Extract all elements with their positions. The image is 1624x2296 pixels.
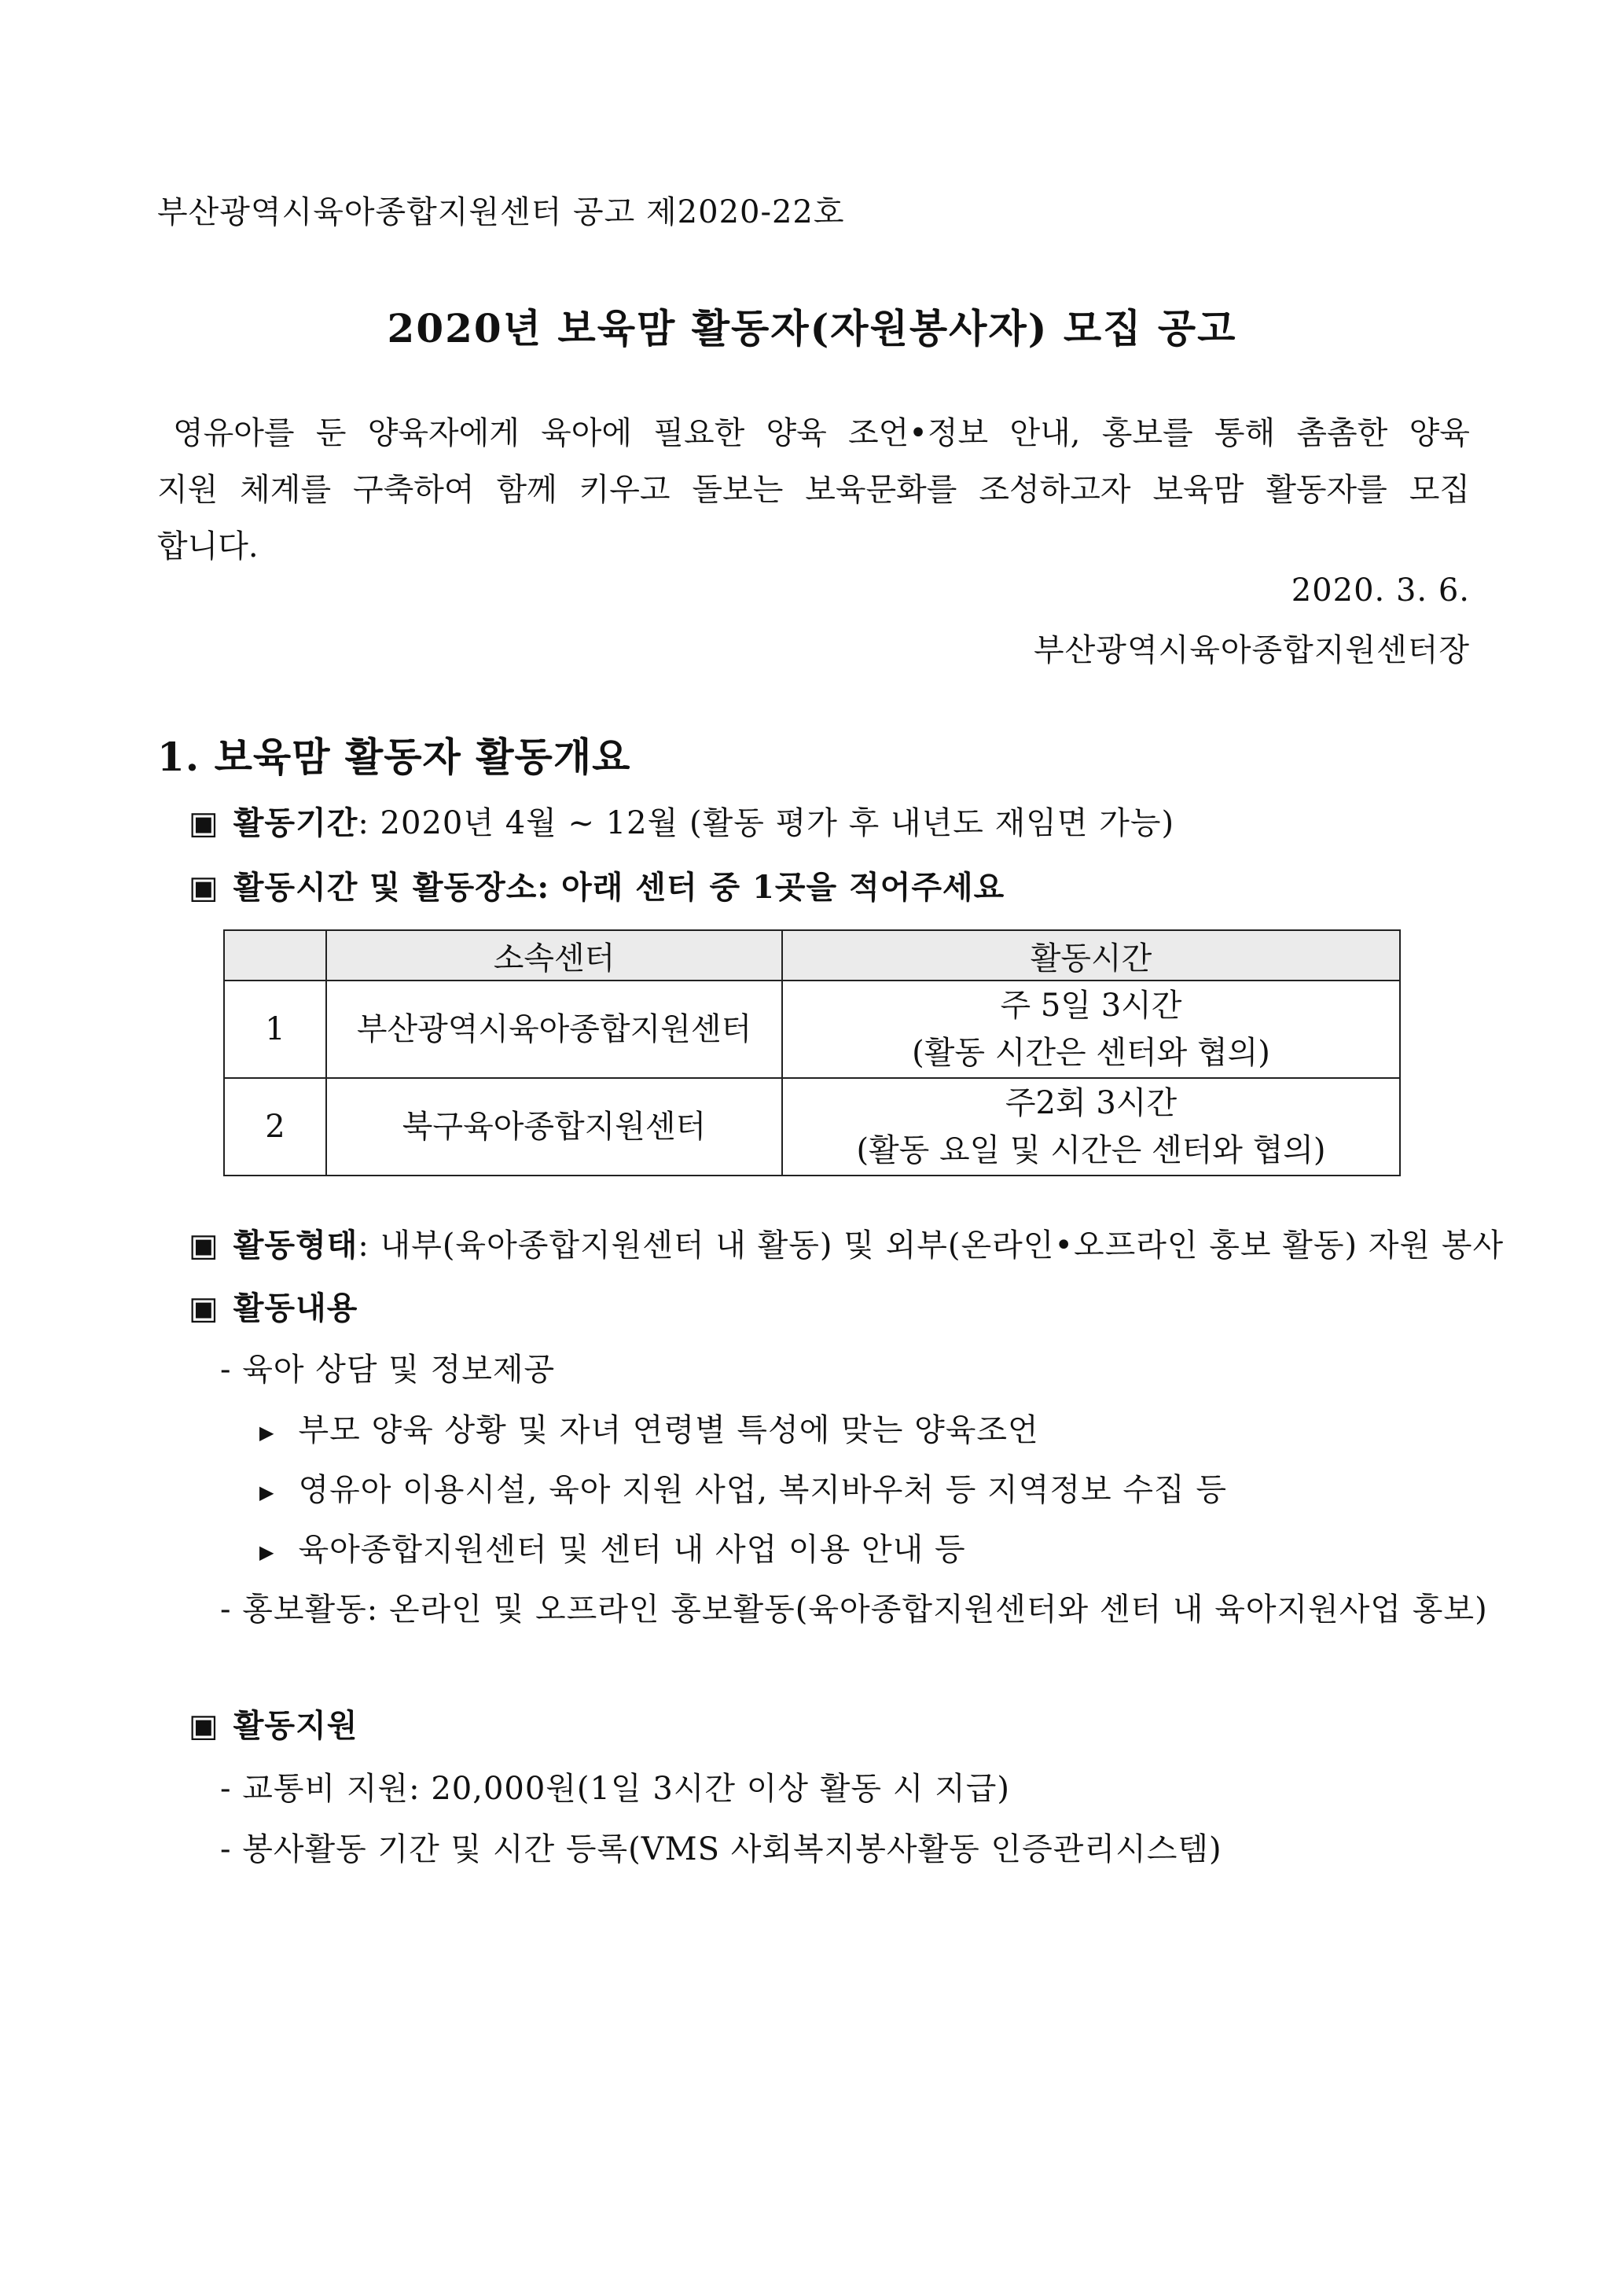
activity-content-item [189,1283,358,1328]
intro-word: 양육 [1409,415,1470,451]
intro-word: 필요한 [653,415,745,451]
intro-word: 보육문화를 [805,472,957,508]
activity-time-place-label: 활동시간 및 활동장소: 아래 센터 중 1곳을 적어주세요 [233,869,1005,906]
square-bullet-icon: ▣ [189,1290,219,1326]
intro-word: 체계를 [240,472,332,508]
intro-word: 지원 [157,472,219,508]
header-cell-time: 활동시간 [782,930,1400,981]
intro-word: 활동자를 [1266,472,1387,508]
row-center: 북구육아종합지원센터 [326,1078,782,1176]
row-time-note: (활동 시간은 센터와 협의) [912,1035,1270,1071]
activity-support-item [189,1701,358,1746]
intro-word: 양육 [766,415,827,451]
intro-word: 양육자에게 [367,415,520,451]
intro-word: 조성하고자 [979,472,1131,508]
intro-word: 영유아를 [173,415,295,451]
table-header-row [224,930,1400,981]
intro-word: 육아에 [541,415,633,451]
intro-word: 통해 [1214,415,1276,451]
table-row [224,1078,1400,1176]
activity-time-place-item [189,863,1005,907]
intro-word: 홍보를 [1101,415,1193,451]
row-time-main: 주 5일 3시간 [1000,988,1182,1024]
list-item-text: 육아종합지원센터 및 센터 내 사업 이용 안내 등 [298,1532,966,1568]
intro-word: 구축하여 [352,472,475,508]
document-title: 2020년 보육맘 활동자(자원봉사자) 모집 공고 [387,305,1237,351]
activity-content-label: 활동내용 [233,1290,358,1326]
section-heading: 1. 보육맘 활동자 활동개요 [157,734,631,780]
triangle-bullet-icon: ▶ [259,1422,275,1444]
intro-line-2 [157,462,1470,518]
row-time [782,1078,1400,1176]
intro-word: 조언•정보 [848,415,989,451]
support-item-transport: - 교통비 지원: 20,000원(1일 3시간 이상 활동 시 지급) [220,1771,1011,1807]
row-center: 부산광역시육아종합지원센터 [326,981,782,1078]
intro-word: 모집 [1409,472,1470,508]
square-bullet-icon: ▣ [189,805,219,841]
activity-form-item [189,1220,1504,1265]
activity-period-item [189,798,1174,843]
intro-paragraph [157,405,1470,575]
row-time-note: (활동 요일 및 시간은 센터와 협의) [856,1132,1326,1168]
intro-word: 돌보는 [692,472,784,508]
list-item [259,1405,1039,1450]
activity-period-label: 활동기간 [233,804,358,841]
center-schedule-table [223,929,1401,1176]
intro-word: 보육맘 [1152,472,1244,508]
promo-item: - 홍보활동: 온라인 및 오프라인 홍보활동(육아종합지원센터와 센터 내 육아지원사업 홍보) [220,1591,1488,1628]
square-bullet-icon: ▣ [189,870,219,906]
square-bullet-icon: ▣ [189,1708,219,1744]
row-number: 1 [224,981,326,1078]
triangle-bullet-icon: ▶ [259,1541,275,1563]
row-time [782,981,1400,1078]
intro-word: 촘촘한 [1296,415,1388,451]
intro-line-3: 합니다. [157,528,259,565]
list-item-text: 영유아 이용시설, 육아 지원 사업, 복지바우처 등 지역정보 수집 등 [298,1472,1227,1508]
header-cell-center: 소속센터 [326,930,782,981]
activity-support-label: 활동지원 [233,1707,358,1744]
notice-signer: 부산광역시육아종합지원센터장 [1034,632,1470,668]
activity-form-text: : 내부(육아종합지원센터 내 활동) 및 외부(온라인•오프라인 홍보 활동) 자원 봉사 [358,1227,1505,1264]
activity-period-text: : 2020년 4월 ~ 12월 (활동 평가 후 내년도 재임면 가능) [358,805,1175,841]
counsel-item: - 육아 상담 및 정보제공 [220,1352,556,1388]
intro-word: 안내, [1009,415,1081,451]
list-item-text: 부모 양육 상황 및 자녀 연령별 특성에 맞는 양육조언 [298,1412,1039,1448]
triangle-bullet-icon: ▶ [259,1481,275,1503]
square-bullet-icon: ▣ [189,1227,219,1264]
intro-word: 키우고 [579,472,671,508]
table-row [224,981,1400,1078]
row-time-main: 주2회 3시간 [1005,1085,1178,1121]
intro-line-1 [157,405,1470,462]
intro-word: 함께 [496,472,557,508]
activity-form-label: 활동형태 [233,1227,358,1264]
row-number: 2 [224,1078,326,1176]
support-item-vms: - 봉사활동 기간 및 시간 등록(VMS 사회복지봉사활동 인증관리시스템) [220,1831,1222,1867]
notice-number: 부산광역시육아종합지원센터 공고 제2020-22호 [157,194,845,230]
notice-date: 2020. 3. 6. [1291,572,1470,609]
header-cell-no [224,930,326,981]
intro-word: 둔 [315,415,347,451]
list-item [259,1465,1227,1510]
list-item [259,1525,966,1569]
